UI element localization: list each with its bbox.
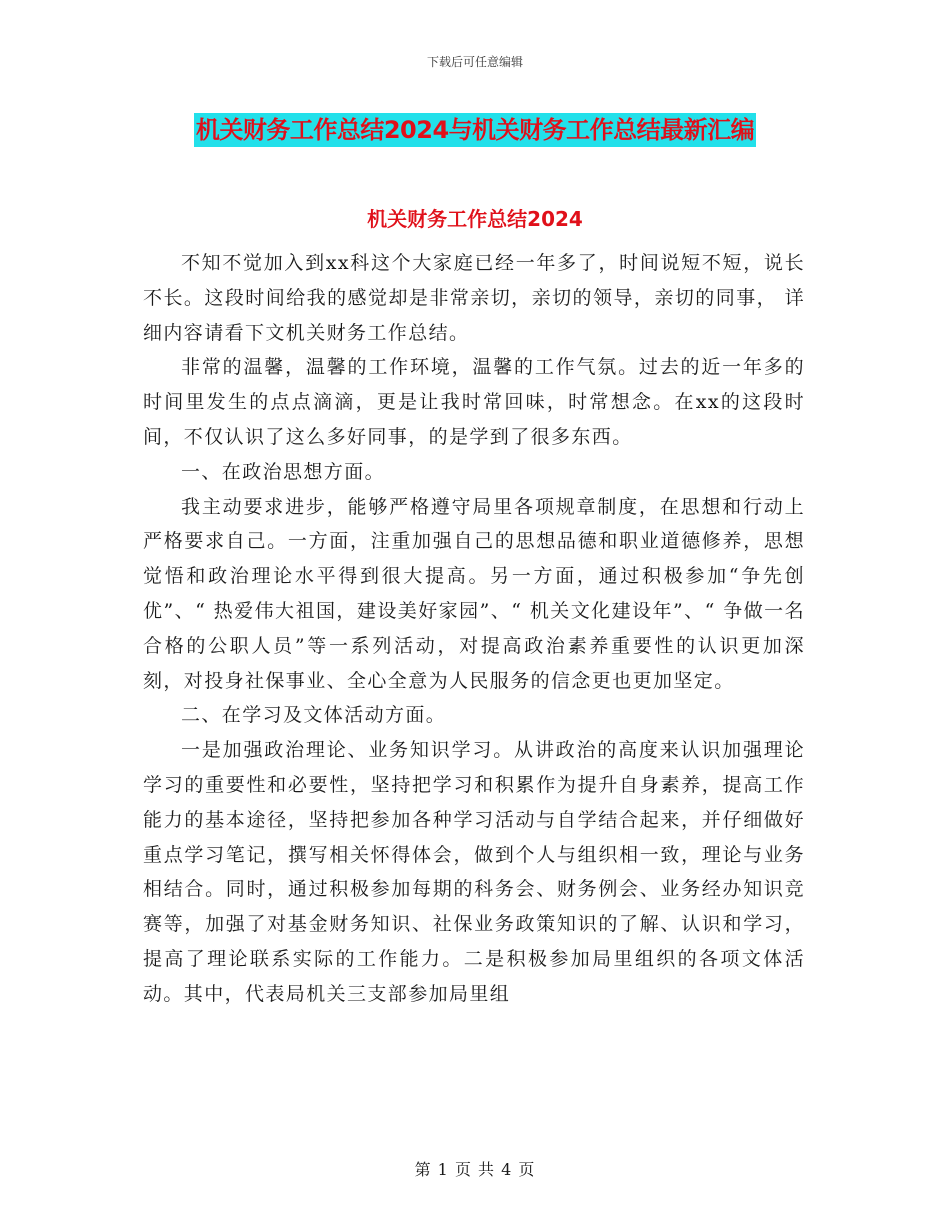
main-title-container <box>0 113 950 147</box>
sub-title: 机关财务工作总结2024 <box>367 207 583 231</box>
paragraph: 一是加强政治理论、业务知识学习。从讲政治的高度来认识加强理论学习的重要性和必要性，坚持把学习和积累作为提升自身素养，提高工作能力的基本途径，坚持把参加各种学习活动与自学结合起来，并仔细做好重点学习笔记，撰写相关怀得体会，做到个人与组织相一致，理论与业务相结合。同时，通过积极参加每期的科务会、财务例会、业务经办知识竞赛等，加强了对基金财务知识、社保业务政策知识的了解、认识和学习，提高了理论联系实际的工作能力。二是积极参加局里组织的各项文体活动。其中，代表局机关三支部参加局里组 <box>143 739 805 1005</box>
body-text <box>143 246 805 1012</box>
section-heading: 一、在政治思想方面。 <box>181 460 386 483</box>
header-note: 下载后可任意编辑 <box>426 55 523 69</box>
page-footer: 第 1 页 共 4 页 <box>414 1160 536 1179</box>
main-title: 机关财务工作总结2024与机关财务工作总结最新汇编 <box>194 113 756 147</box>
paragraph: 非常的温馨，温馨的工作环境，温馨的工作气氛。过去的近一年多的时间里发生的点点滴滴，更是让我时常回味，时常想念。在xx的这段时间，不仅认识了这么多好同事，的是学到了很多东西。 <box>143 356 805 448</box>
paragraph: 不知不觉加入到xx科这个大家庭已经一年多了，时间说短不短，说长不长。这段时间给我的感觉却是非常亲切，亲切的领导，亲切的同事， 详细内容请看下文机关财务工作总结。 <box>143 252 805 344</box>
paragraph: 我主动要求进步，能够严格遵守局里各项规章制度，在思想和行动上严格要求自己。一方面，注重加强自己的思想品德和职业道德修养，思想觉悟和政治理论水平得到很大提高。另一方面，通过积极参加“争先创优”、“ 热爱伟大祖国，建设美好家园”、“ 机关文化建设年”、“ 争做一名合格的公职人员”等一系列活动，对提高政治素养重要性的认识更加深刻，对投身社保事业、全心全意为人民服务的信念更也更加坚定。 <box>143 495 805 692</box>
section-heading: 二、在学习及文体活动方面。 <box>181 704 447 727</box>
